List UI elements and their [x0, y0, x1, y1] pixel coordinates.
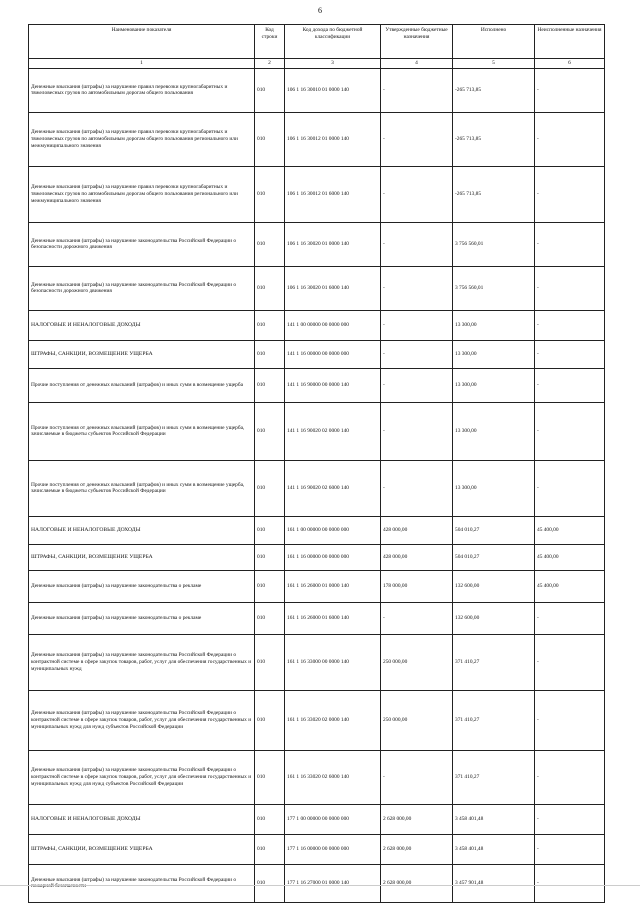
cell-line-code: 010 — [255, 602, 285, 634]
cell-line-code: 010 — [255, 570, 285, 602]
cell-line-code: 010 — [255, 68, 285, 112]
table-row — [29, 222, 605, 266]
cell-executed: 132 600,00 — [453, 570, 535, 602]
cell-approved: 250 000,00 — [381, 634, 453, 690]
cell-executed: 13 300,00 — [453, 340, 535, 368]
cell-line-code: 010 — [255, 864, 285, 902]
cell-executed: 3 458 401,48 — [453, 804, 535, 834]
table-row — [29, 804, 605, 834]
cell-income-code: 161 1 16 00000 00 0000 000 — [285, 544, 381, 570]
cell-indicator-name: НАЛОГОВЫЕ И НЕНАЛОГОВЫЕ ДОХОДЫ — [29, 804, 255, 834]
cell-executed: 3 756 560,01 — [453, 222, 535, 266]
cell-unexecuted: - — [535, 166, 605, 222]
cell-unexecuted: - — [535, 68, 605, 112]
table-row — [29, 570, 605, 602]
column-number: 3 — [285, 59, 381, 69]
cell-unexecuted: 45 400,00 — [535, 544, 605, 570]
cell-unexecuted: - — [535, 340, 605, 368]
cell-income-code: 141 1 16 90020 02 0000 140 — [285, 402, 381, 460]
cell-income-code: 177 1 16 00000 00 0000 000 — [285, 834, 381, 864]
cell-approved: 2 628 000,00 — [381, 864, 453, 902]
cell-line-code: 010 — [255, 460, 285, 516]
cell-line-code: 010 — [255, 166, 285, 222]
cell-executed: 132 600,00 — [453, 602, 535, 634]
cell-indicator-name: Денежные взыскания (штрафы) за нарушение законодательства Российской Федерации о контрактной системе в сфере закупок товаров, работ, услуг для обеспечения государственных и муниципальных нужд для нужд субъектов Российской Федерации — [29, 690, 255, 750]
column-number: 5 — [453, 59, 535, 69]
cell-income-code: 177 1 16 27000 01 0000 140 — [285, 864, 381, 902]
cell-unexecuted: - — [535, 402, 605, 460]
cell-income-code: 141 1 16 90000 00 0000 140 — [285, 368, 381, 402]
cell-approved: 178 000,00 — [381, 570, 453, 602]
cell-unexecuted: - — [535, 310, 605, 340]
cell-income-code: 106 1 16 30020 01 6000 140 — [285, 266, 381, 310]
cell-line-code: 010 — [255, 222, 285, 266]
table-row — [29, 266, 605, 310]
cell-unexecuted: 45 400,00 — [535, 516, 605, 544]
column-number: 2 — [255, 59, 285, 69]
cell-unexecuted: - — [535, 834, 605, 864]
cell-approved: - — [381, 68, 453, 112]
cell-line-code: 010 — [255, 368, 285, 402]
header-income-code: Код дохода по бюджетной классификации — [285, 25, 381, 59]
cell-approved: 2 628 000,00 — [381, 804, 453, 834]
cell-indicator-name: ШТРАФЫ, САНКЦИИ, ВОЗМЕЩЕНИЕ УЩЕРБА — [29, 834, 255, 864]
cell-approved: 428 000,00 — [381, 544, 453, 570]
table-row — [29, 544, 605, 570]
cell-executed: 371 410,27 — [453, 750, 535, 804]
table-row — [29, 166, 605, 222]
cell-indicator-name: Денежные взыскания (штрафы) за нарушение законодательства Российской Федерации о пожарной безопасности — [29, 864, 255, 902]
cell-line-code: 010 — [255, 516, 285, 544]
cell-approved: - — [381, 460, 453, 516]
cell-approved: - — [381, 750, 453, 804]
cell-executed: -265 713,85 — [453, 112, 535, 166]
column-number: 1 — [29, 59, 255, 69]
cell-line-code: 010 — [255, 266, 285, 310]
table-row — [29, 690, 605, 750]
cell-line-code: 010 — [255, 310, 285, 340]
cell-unexecuted: - — [535, 750, 605, 804]
cell-income-code: 177 1 00 00000 00 0000 000 — [285, 804, 381, 834]
cell-executed: 504 010,27 — [453, 516, 535, 544]
cell-indicator-name: Прочие поступления от денежных взысканий (штрафов) и иных сумм в возмещение ущерба — [29, 368, 255, 402]
cell-line-code: 010 — [255, 634, 285, 690]
cell-income-code: 161 1 16 33000 00 0000 140 — [285, 634, 381, 690]
cell-executed: -265 713,85 — [453, 166, 535, 222]
cell-income-code: 141 1 16 00000 00 0000 000 — [285, 340, 381, 368]
header-approved: Утвержденные бюджетные назначения — [381, 25, 453, 59]
cell-indicator-name: Денежные взыскания (штрафы) за нарушение правил перевозки крупногабаритных и тяжеловесных грузов по автомобильным дорогам общего пользования регионального или межмуниципального значения — [29, 112, 255, 166]
cell-unexecuted: - — [535, 804, 605, 834]
table-body — [29, 68, 605, 902]
cell-indicator-name: Денежные взыскания (штрафы) за нарушение законодательства Российской Федерации о безопасности дорожного движения — [29, 222, 255, 266]
cell-approved: - — [381, 310, 453, 340]
table-row — [29, 634, 605, 690]
cell-executed: -265 713,85 — [453, 68, 535, 112]
header-unexecuted: Неисполненные назначения — [535, 25, 605, 59]
cell-income-code: 161 1 16 33020 02 6000 140 — [285, 750, 381, 804]
cell-income-code: 106 1 16 30020 01 0000 140 — [285, 222, 381, 266]
cell-line-code: 010 — [255, 402, 285, 460]
cell-unexecuted: - — [535, 266, 605, 310]
cell-executed: 504 010,27 — [453, 544, 535, 570]
cell-indicator-name: Прочие поступления от денежных взысканий (штрафов) и иных сумм в возмещение ущерба, зачисляемые в бюджеты субъектов Российской Федерации — [29, 402, 255, 460]
cell-line-code: 010 — [255, 834, 285, 864]
cell-approved: - — [381, 222, 453, 266]
cell-executed: 371 410,27 — [453, 690, 535, 750]
cell-income-code: 141 1 00 00000 00 0000 000 — [285, 310, 381, 340]
header-indicator-name: Наименование показателя — [29, 25, 255, 59]
table-header-row — [29, 25, 605, 59]
cell-line-code: 010 — [255, 750, 285, 804]
cell-approved: - — [381, 602, 453, 634]
cell-indicator-name: Денежные взыскания (штрафы) за нарушение законодательства Российской Федерации о контрактной системе в сфере закупок товаров, работ, услуг для обеспечения государственных и муниципальных нужд для нужд субъектов Российской Федерации — [29, 750, 255, 804]
table-row — [29, 516, 605, 544]
cell-approved: - — [381, 368, 453, 402]
cell-income-code: 106 1 16 30012 01 0000 140 — [285, 112, 381, 166]
cell-unexecuted: - — [535, 368, 605, 402]
cell-indicator-name: Денежные взыскания (штрафы) за нарушение законодательства Российской Федерации о контрактной системе в сфере закупок товаров, работ, услуг для обеспечения государственных и муниципальных нужд — [29, 634, 255, 690]
cell-indicator-name: Денежные взыскания (штрафы) за нарушение правил перевозки крупногабаритных и тяжеловесных грузов по автомобильным дорогам общего пользования — [29, 68, 255, 112]
cell-indicator-name: НАЛОГОВЫЕ И НЕНАЛОГОВЫЕ ДОХОДЫ — [29, 310, 255, 340]
cell-approved: 2 628 000,00 — [381, 834, 453, 864]
cell-indicator-name: НАЛОГОВЫЕ И НЕНАЛОГОВЫЕ ДОХОДЫ — [29, 516, 255, 544]
cell-line-code: 010 — [255, 544, 285, 570]
cell-indicator-name: Денежные взыскания (штрафы) за нарушение законодательства Российской Федерации о безопасности дорожного движения — [29, 266, 255, 310]
budget-execution-table — [28, 24, 605, 903]
cell-indicator-name: ШТРАФЫ, САНКЦИИ, ВОЗМЕЩЕНИЕ УЩЕРБА — [29, 340, 255, 368]
cell-income-code: 161 1 00 00000 00 0000 000 — [285, 516, 381, 544]
page-number: 6 — [318, 6, 322, 15]
cell-executed: 13 300,00 — [453, 460, 535, 516]
cell-indicator-name: Денежные взыскания (штрафы) за нарушение законодательства о рекламе — [29, 602, 255, 634]
cell-approved: - — [381, 340, 453, 368]
table-row — [29, 340, 605, 368]
cell-executed: 3 458 401,48 — [453, 834, 535, 864]
cell-income-code: 161 1 16 26000 01 0000 140 — [285, 570, 381, 602]
cell-executed: 13 300,00 — [453, 368, 535, 402]
cell-executed: 3 756 560,01 — [453, 266, 535, 310]
cell-unexecuted: - — [535, 222, 605, 266]
cell-income-code: 161 1 16 26000 01 6000 140 — [285, 602, 381, 634]
cell-executed: 3 457 901,48 — [453, 864, 535, 902]
table-row — [29, 750, 605, 804]
column-number: 6 — [535, 59, 605, 69]
cell-indicator-name: Прочие поступления от денежных взысканий (штрафов) и иных сумм в возмещение ущерба, зачисляемые в бюджеты субъектов Российской Федерации — [29, 460, 255, 516]
cell-unexecuted: - — [535, 112, 605, 166]
cell-approved: 250 000,00 — [381, 690, 453, 750]
cell-indicator-name: ШТРАФЫ, САНКЦИИ, ВОЗМЕЩЕНИЕ УЩЕРБА — [29, 544, 255, 570]
cell-approved: - — [381, 112, 453, 166]
table-row — [29, 310, 605, 340]
table-row — [29, 112, 605, 166]
cell-income-code: 106 1 16 30010 01 0000 140 — [285, 68, 381, 112]
table-row — [29, 68, 605, 112]
cell-indicator-name: Денежные взыскания (штрафы) за нарушение законодательства о рекламе — [29, 570, 255, 602]
cell-unexecuted: - — [535, 864, 605, 902]
table-row — [29, 834, 605, 864]
cell-approved: - — [381, 266, 453, 310]
column-number-row — [29, 59, 605, 69]
cell-unexecuted: - — [535, 460, 605, 516]
cell-line-code: 010 — [255, 340, 285, 368]
cell-unexecuted: - — [535, 602, 605, 634]
cell-unexecuted: 45 400,00 — [535, 570, 605, 602]
header-executed: Исполнено — [453, 25, 535, 59]
table-row — [29, 864, 605, 902]
cell-line-code: 010 — [255, 112, 285, 166]
cell-executed: 13 300,00 — [453, 310, 535, 340]
column-number: 4 — [381, 59, 453, 69]
table-row — [29, 460, 605, 516]
cell-unexecuted: - — [535, 634, 605, 690]
header-line-code: Код строки — [255, 25, 285, 59]
cell-line-code: 010 — [255, 690, 285, 750]
cell-approved: - — [381, 402, 453, 460]
cell-unexecuted: - — [535, 690, 605, 750]
table-row — [29, 402, 605, 460]
cell-income-code: 106 1 16 30012 01 6000 140 — [285, 166, 381, 222]
cell-income-code: 141 1 16 90020 02 6000 140 — [285, 460, 381, 516]
table-row — [29, 368, 605, 402]
cell-income-code: 161 1 16 33020 02 0000 140 — [285, 690, 381, 750]
cell-approved: 428 000,00 — [381, 516, 453, 544]
table-row — [29, 602, 605, 634]
cell-approved: - — [381, 166, 453, 222]
cell-executed: 371 410,27 — [453, 634, 535, 690]
cell-indicator-name: Денежные взыскания (штрафы) за нарушение правил перевозки крупногабаритных и тяжеловесных грузов по автомобильным дорогам общего пользования регионального или межмуниципального значения — [29, 166, 255, 222]
page-bottom-rule — [0, 885, 640, 886]
cell-executed: 13 300,00 — [453, 402, 535, 460]
cell-line-code: 010 — [255, 804, 285, 834]
